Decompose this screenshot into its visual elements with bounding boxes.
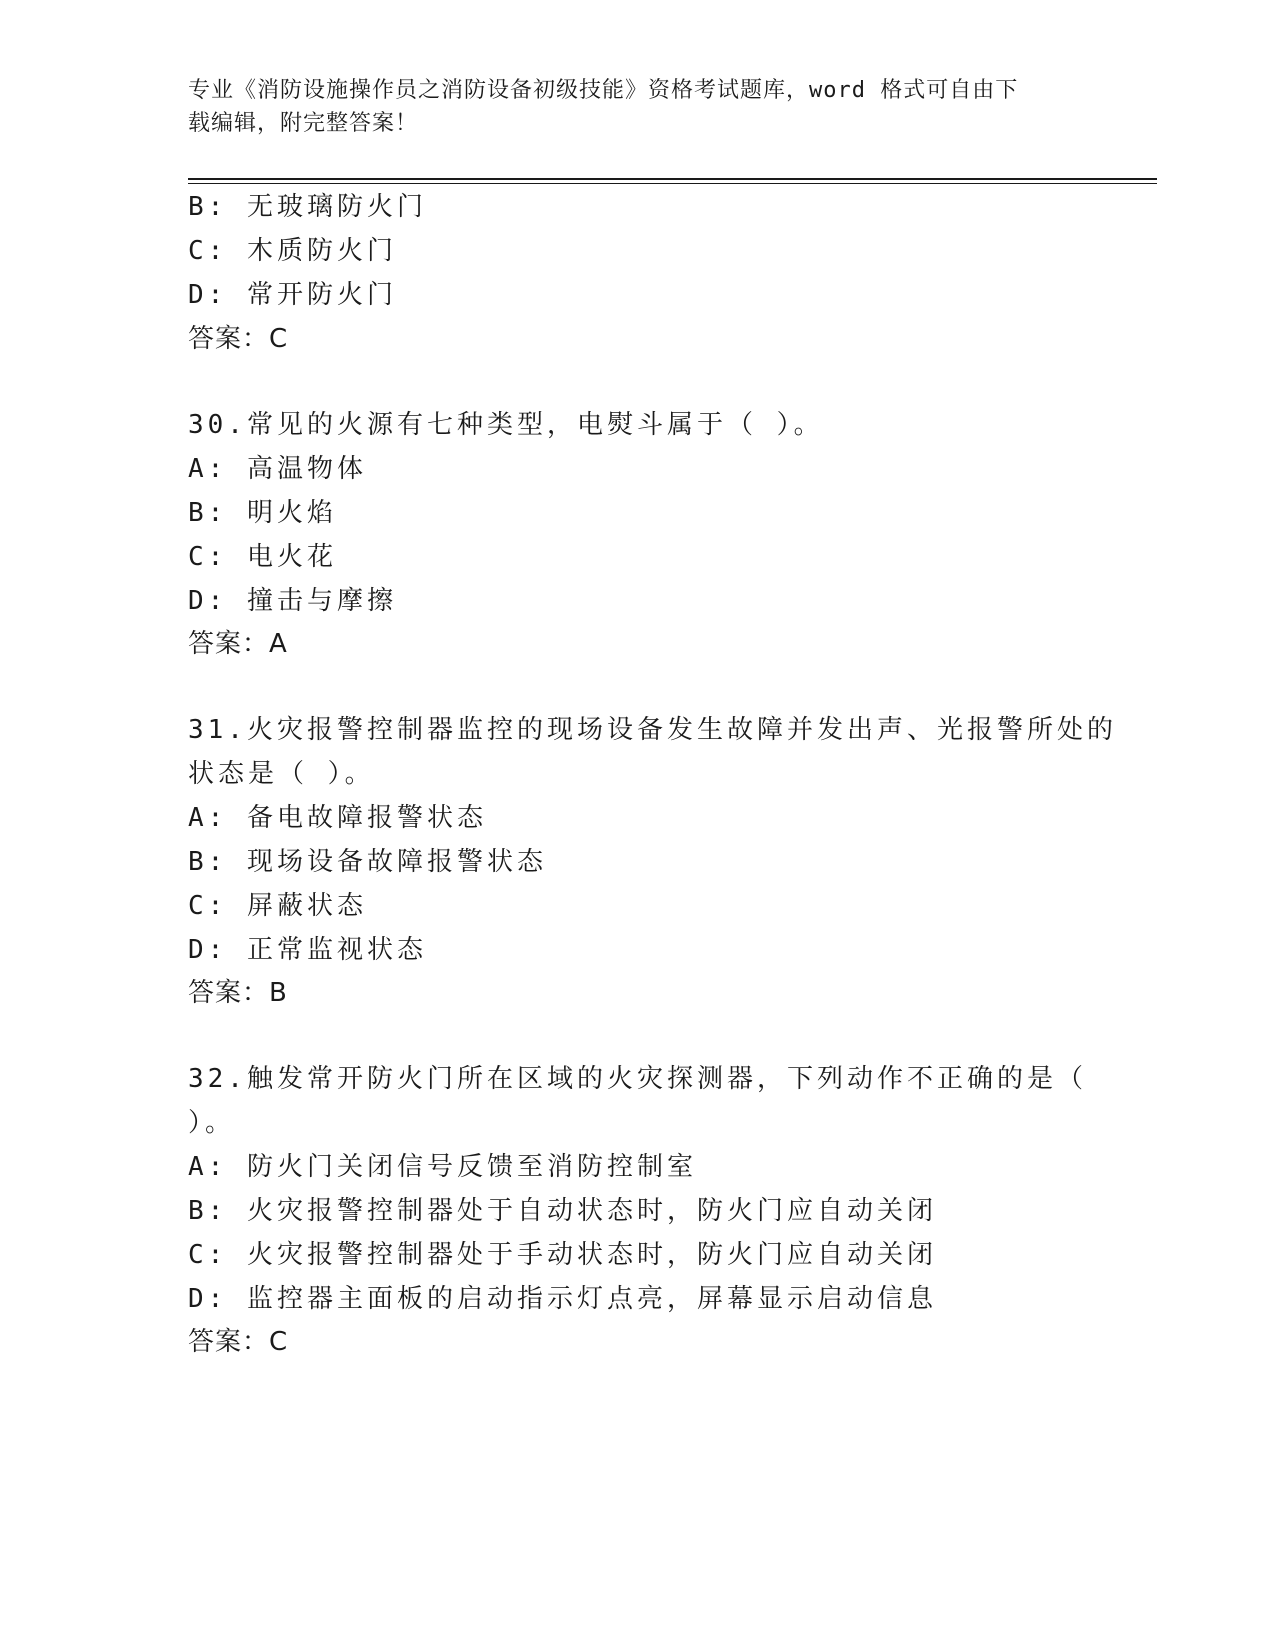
question-stem: 31.火灾报警控制器监控的现场设备发生故障并发出声、光报警所处的 [188,715,1117,745]
answer-line: 答案：B [188,978,288,1008]
option-a: A: 备电故障报警状态 [188,803,487,833]
header-divider-thin [188,183,1157,184]
question-stem-continued: 状态是（ ）。 [188,759,375,789]
option-d: D: 正常监视状态 [188,935,427,965]
option-c: C: 木质防火门 [188,236,397,266]
option-b: B: 无玻璃防火门 [188,192,427,222]
document-header [188,74,1088,140]
option-d: D: 撞击与摩擦 [188,586,397,616]
answer-line: 答案：C [188,1327,289,1357]
option-b: B: 现场设备故障报警状态 [188,847,547,877]
question-stem: 30.常见的火源有七种类型，电熨斗属于（ ）。 [188,410,824,440]
header-line-1: 专业《消防设施操作员之消防设备初级技能》资格考试题库，word 格式可自由下 [188,78,1019,103]
option-d: D: 监控器主面板的启动指示灯点亮，屏幕显示启动信息 [188,1284,937,1314]
option-a: A: 防火门关闭信号反馈至消防控制室 [188,1152,697,1182]
question-stem-continued: ）。 [188,1108,236,1138]
question-stem: 32.触发常开防火门所在区域的火灾探测器，下列动作不正确的是（ [188,1064,1087,1094]
option-c: C: 火灾报警控制器处于手动状态时，防火门应自动关闭 [188,1240,937,1270]
option-c: C: 电火花 [188,542,337,572]
option-b: B: 火灾报警控制器处于自动状态时，防火门应自动关闭 [188,1196,937,1226]
option-a: A: 高温物体 [188,454,367,484]
header-divider [188,178,1157,180]
answer-line: 答案：C [188,324,289,354]
option-c: C: 屏蔽状态 [188,891,367,921]
option-d: D: 常开防火门 [188,280,397,310]
option-b: B: 明火焰 [188,498,337,528]
header-line-2: 载编辑，附完整答案！ [188,111,419,136]
answer-line: 答案：A [188,629,288,659]
